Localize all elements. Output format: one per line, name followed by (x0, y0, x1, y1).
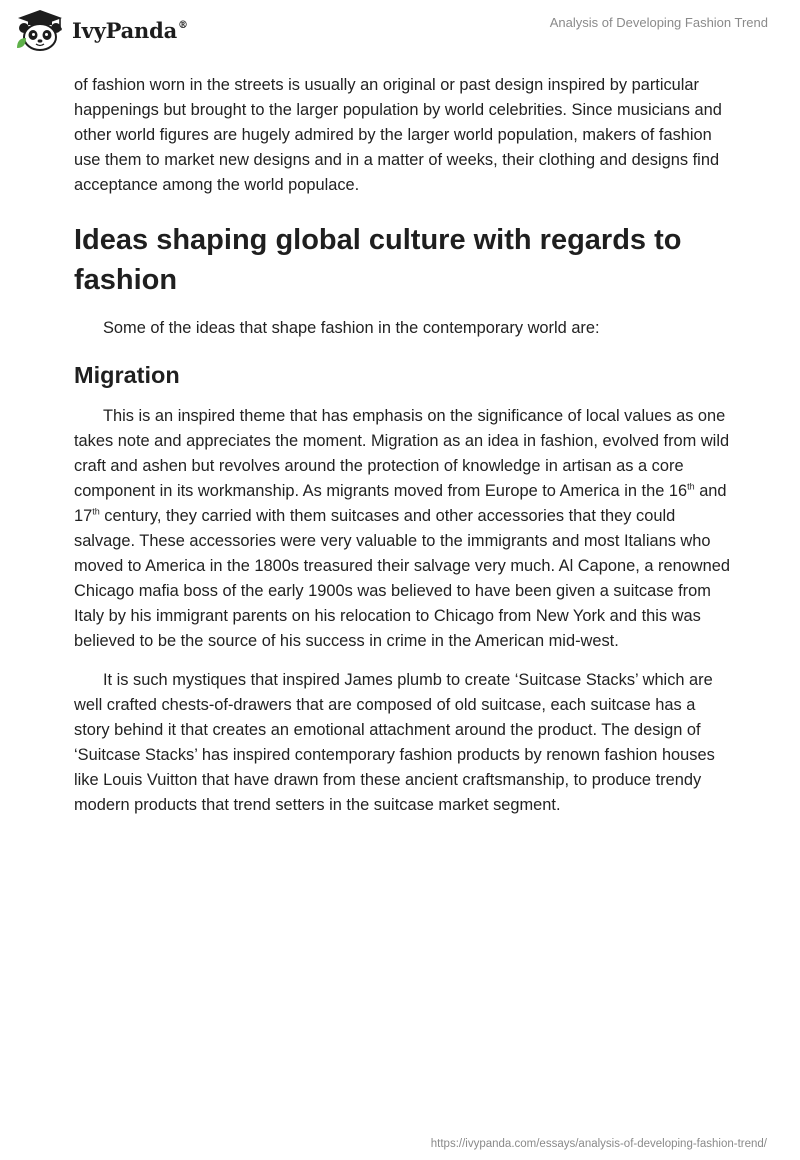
ivypanda-logo[interactable] (14, 8, 188, 52)
footer-source-url[interactable]: https://ivypanda.com/essays/analysis-of-developing-fashion-trend/ (430, 1138, 767, 1150)
section-heading: Ideas shaping global culture with regards to fashion (74, 224, 682, 296)
migration-para1-part1: This is an inspired theme that has emphasis on the significance of local values as one takes note and appreciates the moment. Migration as an idea in fashion, evolved from wild craft and ashen but revolves around the protection of knowledge in artisan as a core component in its workmanship. As migrants moved from Europe to America in the 16 (74, 407, 730, 500)
migration-paragraph-2: It is such mystiques that inspired James plumb to create ‘Suitcase Stacks’ which are well crafted chests-of-drawers that are composed of old suitcase, each suitcase has a story behind it that creates an emotional attachment around the product. The design of ‘Suitcase Stacks’ has inspired contemporary fashion products by renown fashion houses like Louis Vuitton that have drawn from these ancient craftsmanship, to produce trendy modern products that trend setters in the suitcase market segment. (74, 671, 715, 814)
migration-paragraph-1 (74, 404, 734, 654)
logo-wordmark (72, 18, 188, 43)
logo-text: IvyPanda (72, 17, 178, 43)
migration-para1-part3: century, they carried with them suitcases and other accessories that they could salvage. These accessories were very valuable to the immigrants and most Italians who moved to America in the 1800s treasured their salvage very much. Al Capone, a renowned Chicago mafia boss of the early 1900s was believed to have been given a suitcase from Italy by his immigrant parents on his relocation to Chicago from New York and this was believed to be the source of his success in crime in the American mid-west. (74, 507, 730, 650)
ordinal-suffix-17th: th (92, 506, 100, 517)
registered-mark: ® (178, 19, 188, 31)
essay-content (74, 70, 734, 818)
ordinal-suffix-16th: th (687, 481, 695, 492)
subsection-heading-migration: Migration (74, 362, 180, 388)
migration-para1-part2: and 17 (74, 482, 727, 525)
section-intro-paragraph: Some of the ideas that shape fashion in the contemporary world are: (103, 319, 600, 337)
panda-graduate-logo-icon (14, 8, 66, 52)
document-title: Analysis of Developing Fashion Trend (549, 15, 768, 30)
continuation-paragraph: of fashion worn in the streets is usually an original or past design inspired by particular happenings but brought to the larger population by world celebrities. Since musicians and other world figures are hugely admired by the larger world population, makers of fashion use them to market new designs and in a matter of weeks, their clothing and designs find acceptance among the world populace. (74, 76, 722, 194)
page-header (0, 0, 800, 70)
